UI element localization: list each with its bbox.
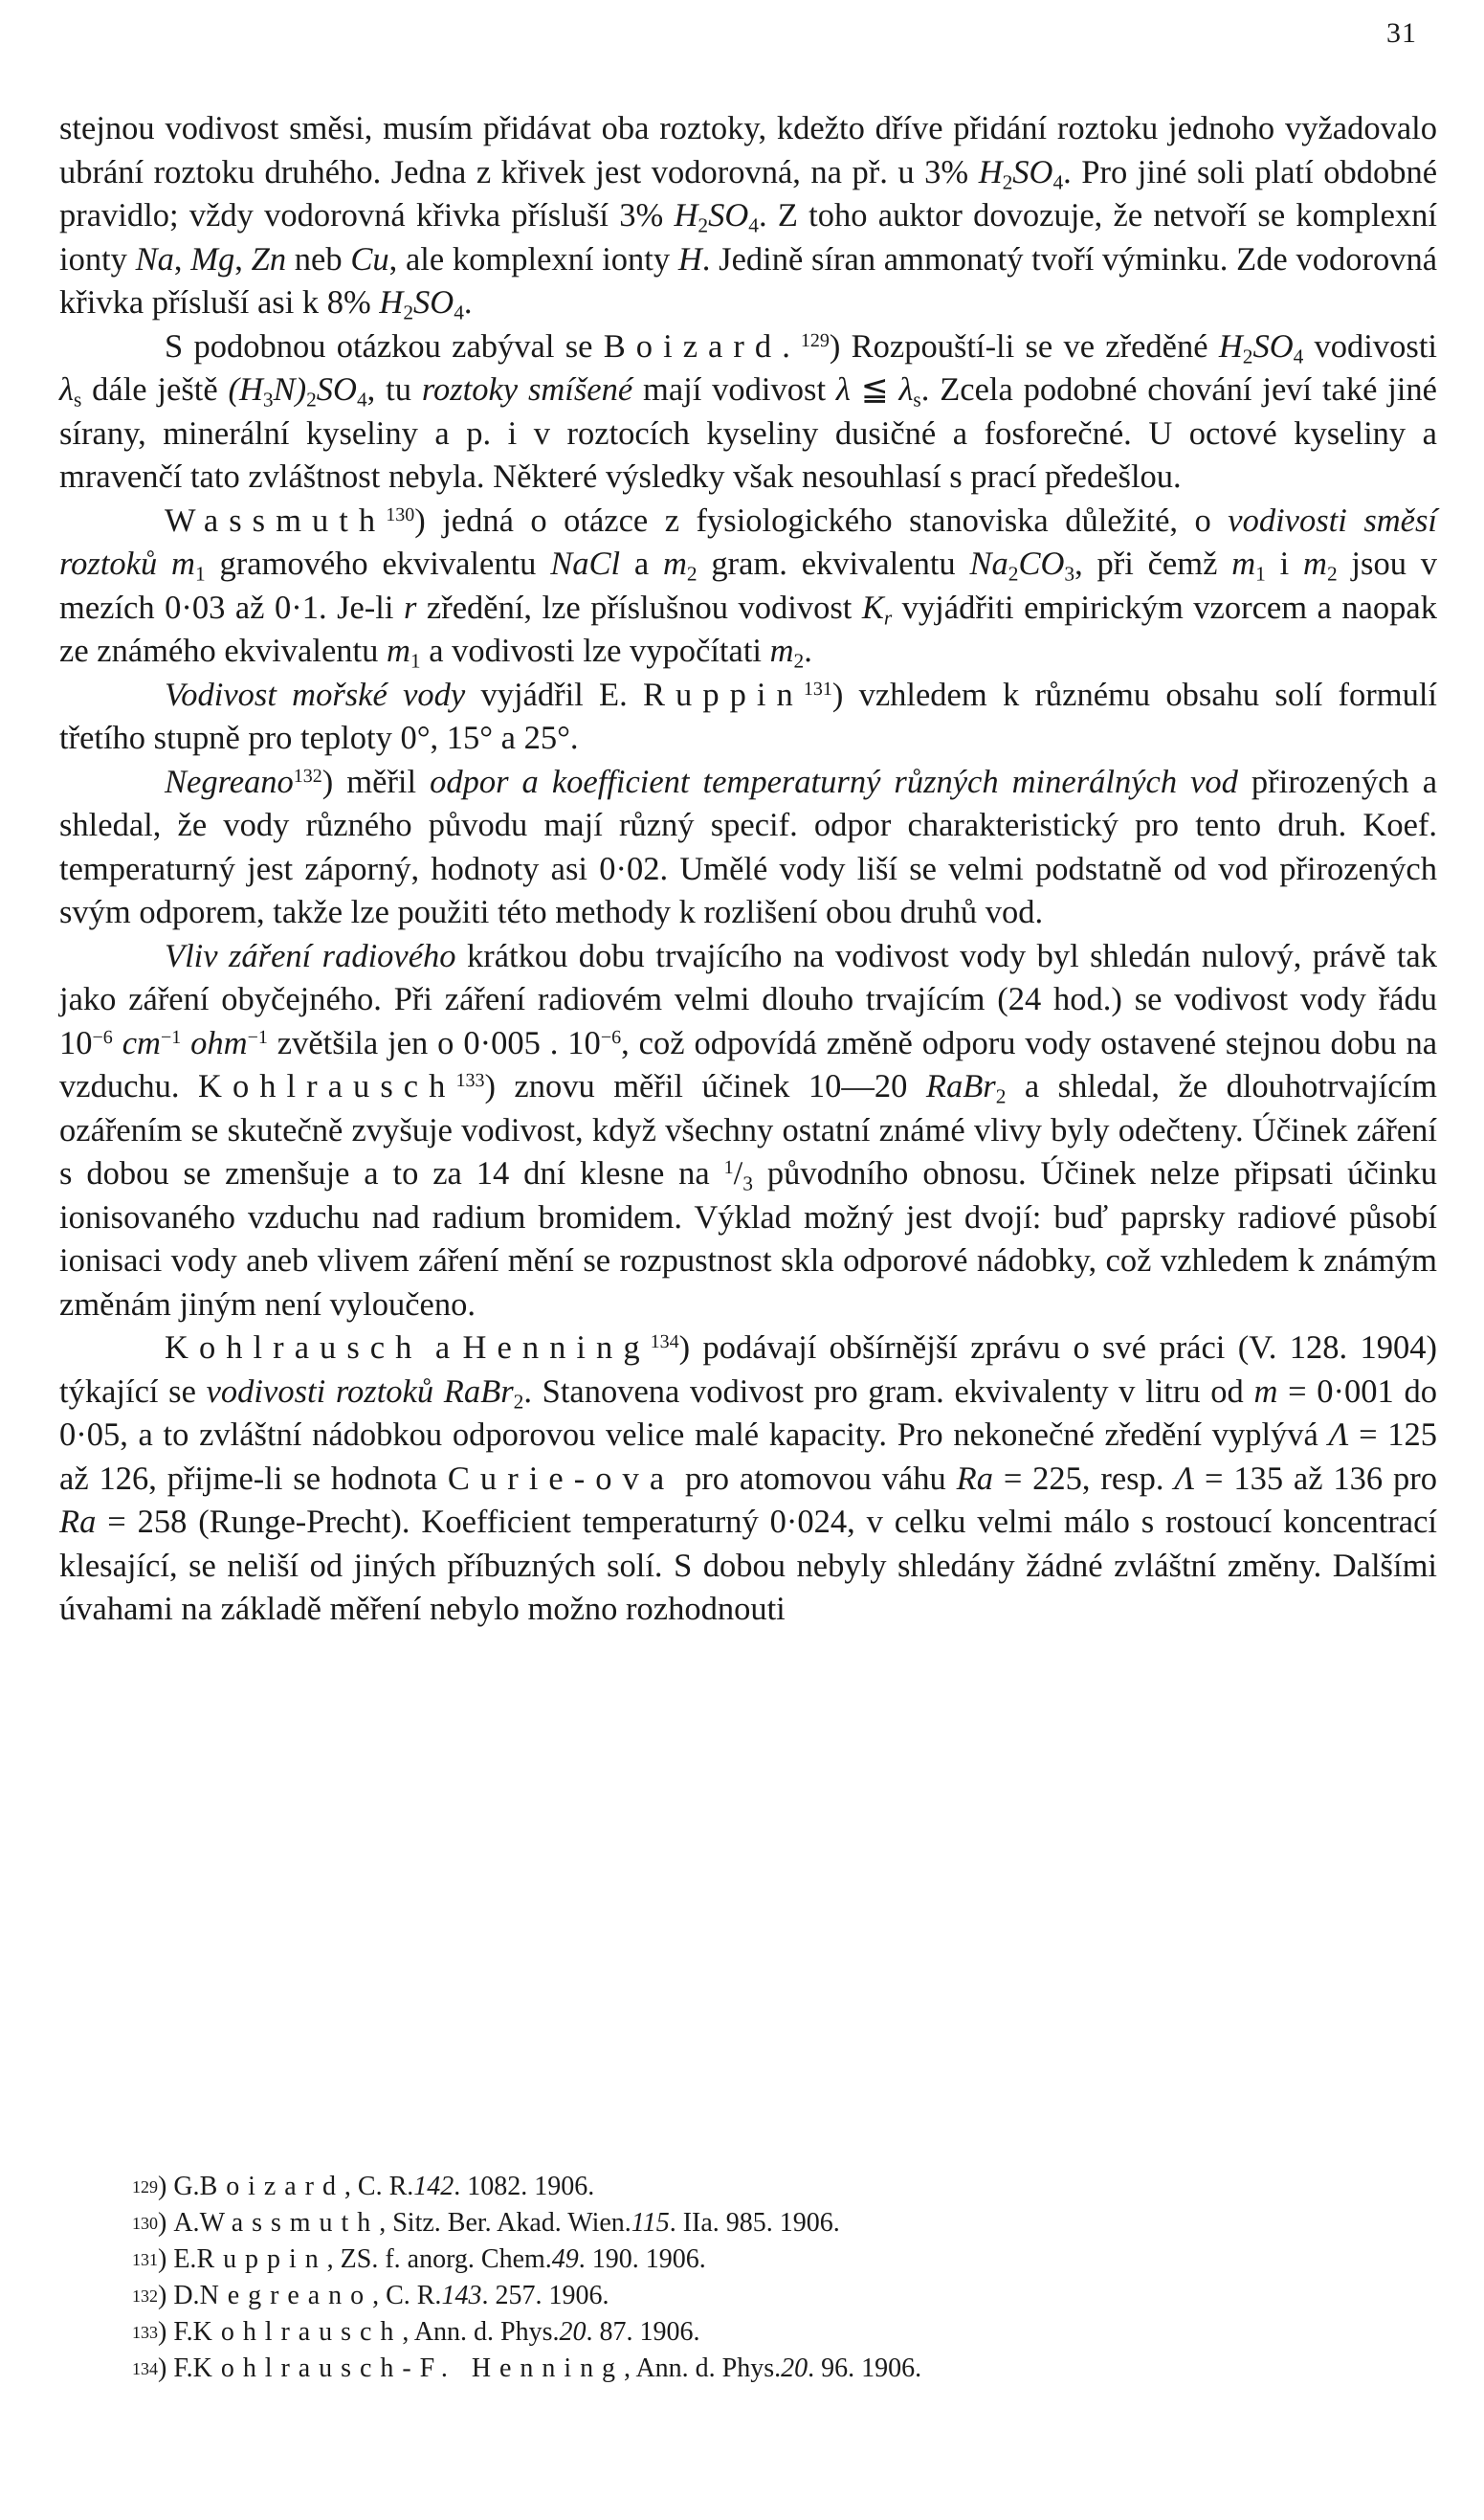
footnote-ref: 131 — [803, 678, 832, 700]
author-name: Curie-ova — [447, 1460, 676, 1497]
author-name: Wassmuth — [165, 502, 387, 539]
author-name: Boizard. — [603, 327, 801, 365]
footnote-ref: 134 — [650, 1331, 679, 1352]
footnote: 133 ) F. Kohlrausch , Ann. d. Phys. 20 . 87. 1906. — [132, 2317, 700, 2347]
paragraph-2: S podobnou otázkou zabýval se Boizard.$^{129}$) Rozpouští-li se ve zředěné $H_2SO_4$ vodivosti $\lambda_s$ dále ještě $(H_3N)_2SO_4$, tu roztoky smíšené mají vodivost λ ≦ $\lambda_s$. Zcela podobné chování jeví také jiné sírany, minerální kyseliny a p. i v roztocích kyseliny dusičné a fosforečné. U octové kyseliny a mravenčí tato zvláštnost nebyla. Některé výsledky však nesouhlasí s prací předešlou. — [59, 327, 1437, 495]
author-name: Ruppin — [642, 676, 804, 713]
footnote: 129 ) G. Boizard , C. R. 142 . 1082. 1906. — [132, 2172, 595, 2201]
author-name: Negreano — [165, 763, 294, 800]
paragraph-5: Negreano$^{132}$) měřil odpor a koefficient temperaturný různých minerálných vod přirozených a shledal, že vody různého původu mají různý specif. odpor charakteristický pro tento druh. Koef. temperaturný jest záporný, hodnoty asi 0·02. Umělé vody liší se velmi podstatně od vod přirozených svým odporem, takže lze použiti této methody k rozlišení obou druhů vod. — [59, 763, 1438, 930]
footnote: 130 ) A. Wassmuth , Sitz. Ber. Akad. Wien. 115 . IIa. 985. 1906. — [132, 2208, 840, 2238]
footnote: 134 ) F. Kohlrausch-F. Henning , Ann. d. Phys. 20 . 96. 1906. — [132, 2353, 922, 2383]
footnotes — [132, 2169, 1395, 2387]
paragraph-3: Wassmuth$^{130}$) jedná o otázce z fysiologického stanoviska důležité, o vodivosti směsí roztoků $m_1$ gramového ekvivalentu NaCl a $m_2$ gram. ekvivalentu $Na_2CO_3$, při čemž $m_1$ i $m_2$ jsou v mezích 0·03 až 0·1. Je-li r zředění, lze příslušnou vodivost $K_r$ vyjádřiti empirickým vzorcem a naopak ze známého ekvivalentu $m_1$ a vodivosti lze vypočítati $m_2$. — [59, 502, 1437, 673]
author-name: Henning — [462, 1329, 651, 1366]
page-number: 31 — [1386, 17, 1417, 49]
author-name: Kohlrausch — [165, 1329, 423, 1366]
footnote: 131 ) E. Ruppin , ZS. f. anorg. Chem. 49 . 190. 1906. — [132, 2244, 706, 2274]
paragraph-7: Kohlrausch a Henning$^{134}$) podávají obšírnější zprávu o své práci (V. 128. 1904) týkající se vodivosti roztoků RaBr$_2$. Stanovena vodivost pro gram. ekvivalenty v litru od m = 0·001 do 0·05, a to zvláštní nádobkou odporovou velice malé kapacity. Pro nekonečné zředění vyplývá Λ = 125 až 126, přijme-li se hodnota Curie-ova pro atomovou váhu Ra = 225, resp. Λ = 135 až 136 pro Ra = 258 (Runge-Precht). Koefficient temperaturný 0·024, v celku velmi málo s rostoucí koncentrací klesající, se neliší od jiných příbuzných solí. S dobou nebyly shledány žádné zvláštní změny. Dalšími úvahami na základě měření nebylo možno rozhodnouti — [59, 1329, 1438, 1627]
paragraph-4: Vodivost mořské vody vyjádřil E. Ruppin$^{131}$) vzhledem k různému obsahu solí formulí třetího stupně pro teploty 0°, 15° a 25°. — [59, 676, 1437, 756]
body-text — [59, 107, 1437, 1632]
footnote-ref: 129 — [800, 329, 830, 351]
footnote-ref: 132 — [293, 765, 322, 787]
footnote: 132 ) D. Negreano , C. R. 143 . 257. 1906. — [132, 2281, 609, 2310]
footnote-ref: 130 — [386, 503, 415, 525]
paragraph-6: Vliv záření radiového krátkou dobu trvajícího na vodivost vody byl shledán nulový, právě tak jako záření obyčejného. Při záření radiovém velmi dlouho trvajícím (24 hod.) se vodivost vody řádu $10^{-6}$ $cm^{-1}$ ohm$^{-1}$ zvětšila jen o 0·005 . $10^{-6}$, což odpovídá změně odporu vody ostavené stejnou dobu na vzduchu. Kohlrausch$^{133}$) znovu měřil účinek 10—20 RaBr$_2$ a shledal, že dlouhotrvajícím ozářením se skutečně zvyšuje vodivost, když všechny ostatní známé vlivy byly odečteny. Účinek záření s dobou se zmenšuje a to za 14 dní klesne na $^1/_3$ původního obnosu. Účinek nelze připsati účinku ionisovaného vzduchu nad radium bromidem. Výklad možný jest dvojí: buď paprsky radiové působí ionisaci vody aneb vlivem záření mění se rozpustnost skla odporové nádobky, což vzhledem k známým změnám jiným není vyloučeno. — [59, 937, 1438, 1323]
paragraph-1: stejnou vodivost směsi, musím přidávat oba roztoky, kdežto dříve přidání roztoku jednoho vyžadovalo ubrání roztoku druhého. Jedna z křivek jest vodorovná, na př. u 3% $H_2SO_4$. Pro jiné soli platí obdobné pravidlo; vždy vodorovná křivka přísluší 3% $H_2SO_4$. Z toho auktor dovozuje, že netvoří se komplexní ionty Na, Mg, Zn neb Cu, ale komplexní ionty H. Jedině síran ammonatý tvoří výminku. Zde vodorovná křivka přísluší asi k 8% $H_2SO_4$. — [59, 110, 1438, 324]
author-name: Kohlrausch — [197, 1068, 456, 1104]
footnote-ref: 133 — [455, 1070, 485, 1091]
